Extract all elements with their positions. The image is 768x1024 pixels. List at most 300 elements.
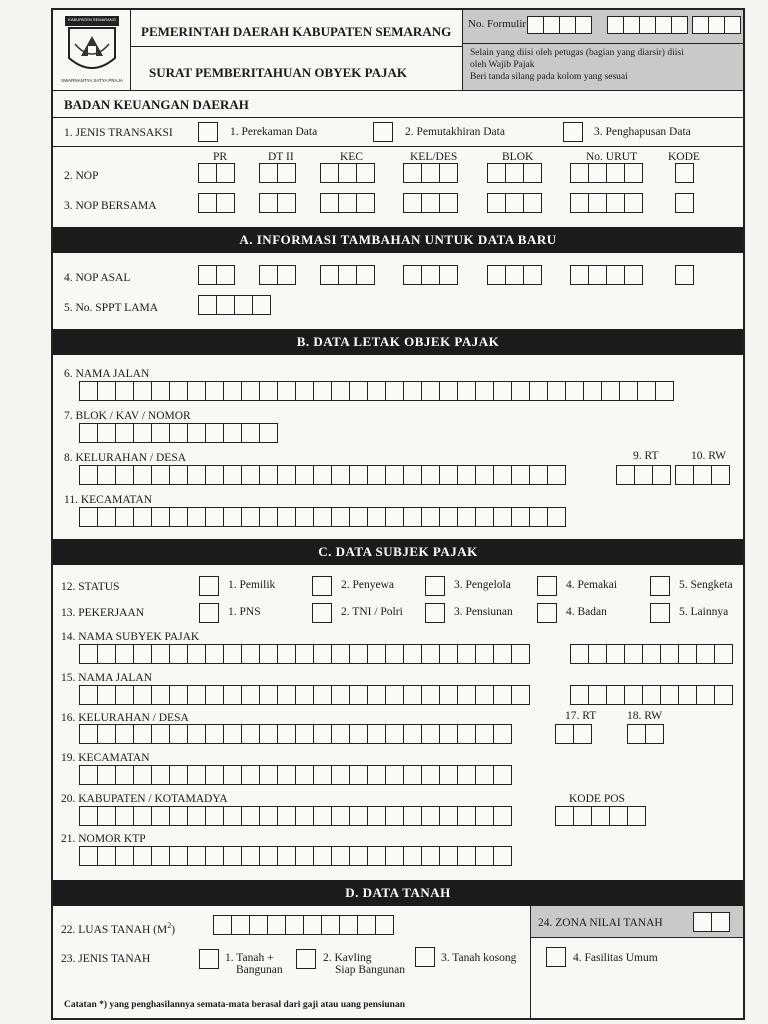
char-box[interactable] [385,846,404,866]
char-box[interactable] [565,381,584,401]
char-box[interactable] [241,381,260,401]
char-box[interactable] [313,724,332,744]
char-box[interactable] [493,644,512,664]
char-box[interactable] [313,685,332,705]
char-box[interactable] [277,685,296,705]
nop-asal-kode[interactable] [675,265,693,285]
char-box[interactable] [79,685,98,705]
char-box[interactable] [475,644,494,664]
char-box[interactable] [241,724,260,744]
no-formulir-boxes-3[interactable] [692,16,740,34]
char-box[interactable] [169,644,188,664]
char-box[interactable] [277,724,296,744]
char-box[interactable] [151,685,170,705]
b-kelurahan-boxes[interactable] [79,465,565,485]
char-box[interactable] [457,465,476,485]
char-box[interactable] [169,685,188,705]
char-box[interactable] [151,806,170,826]
char-box[interactable] [439,507,458,527]
nop-asal-urut[interactable] [570,265,642,285]
char-box[interactable] [169,381,188,401]
char-box[interactable] [133,806,152,826]
char-box[interactable] [187,423,206,443]
char-box[interactable] [570,685,589,705]
char-box[interactable] [223,465,242,485]
char-box[interactable] [205,381,224,401]
char-box[interactable] [205,724,224,744]
nopb-kode-box[interactable] [675,193,693,213]
char-box[interactable] [403,685,422,705]
char-box[interactable] [295,381,314,401]
char-box[interactable] [357,915,376,935]
char-box[interactable] [259,507,278,527]
char-box[interactable] [79,423,98,443]
nop-blok-boxes[interactable] [487,163,541,183]
char-box[interactable] [637,381,656,401]
char-box[interactable] [511,465,530,485]
pekerjaan-checkbox-2[interactable] [312,603,332,623]
char-box[interactable] [205,685,224,705]
char-box[interactable] [439,685,458,705]
luas-tanah-boxes[interactable] [213,915,393,935]
char-box[interactable] [115,507,134,527]
char-box[interactable] [529,465,548,485]
char-box[interactable] [385,507,404,527]
char-box[interactable] [151,465,170,485]
char-box[interactable] [187,685,206,705]
char-box[interactable] [259,765,278,785]
char-box[interactable] [115,685,134,705]
char-box[interactable] [493,507,512,527]
char-box[interactable] [295,644,314,664]
char-box[interactable] [493,465,512,485]
char-box[interactable] [547,465,566,485]
char-box[interactable] [313,765,332,785]
char-box[interactable] [421,806,440,826]
char-box[interactable] [133,644,152,664]
char-box[interactable] [295,846,314,866]
c-ktp-boxes[interactable] [79,846,511,866]
char-box[interactable] [295,765,314,785]
char-box[interactable] [421,724,440,744]
char-box[interactable] [349,507,368,527]
char-box[interactable] [367,465,386,485]
char-box[interactable] [115,465,134,485]
char-box[interactable] [277,644,296,664]
nop-keldes-boxes[interactable] [403,163,457,183]
char-box[interactable] [285,915,304,935]
char-box[interactable] [331,507,350,527]
char-box[interactable] [79,806,98,826]
char-box[interactable] [223,724,242,744]
char-box[interactable] [97,423,116,443]
char-box[interactable] [295,724,314,744]
transaksi-checkbox-2[interactable] [373,122,393,142]
pekerjaan-checkbox-3[interactable] [425,603,445,623]
char-box[interactable] [241,846,260,866]
char-box[interactable] [511,381,530,401]
char-box[interactable] [588,644,607,664]
char-box[interactable] [547,507,566,527]
char-box[interactable] [511,685,530,705]
c-kecamatan-boxes[interactable] [79,765,511,785]
nop-asal-blok[interactable] [487,265,541,285]
char-box[interactable] [349,644,368,664]
char-box[interactable] [259,724,278,744]
char-box[interactable] [331,644,350,664]
b-rt-boxes[interactable] [616,465,670,485]
nop-pr-boxes[interactable] [198,163,234,183]
char-box[interactable] [421,465,440,485]
char-box[interactable] [475,806,494,826]
char-box[interactable] [313,507,332,527]
char-box[interactable] [205,846,224,866]
char-box[interactable] [457,806,476,826]
char-box[interactable] [493,846,512,866]
char-box[interactable] [97,846,116,866]
char-box[interactable] [205,423,224,443]
char-box[interactable] [511,644,530,664]
char-box[interactable] [277,806,296,826]
char-box[interactable] [213,915,232,935]
c-nama-subyek-boxes-2[interactable] [570,644,732,664]
char-box[interactable] [331,465,350,485]
char-box[interactable] [331,685,350,705]
no-formulir-boxes-1[interactable] [527,16,591,34]
char-box[interactable] [79,465,98,485]
char-box[interactable] [439,765,458,785]
char-box[interactable] [223,423,242,443]
char-box[interactable] [385,685,404,705]
char-box[interactable] [187,846,206,866]
char-box[interactable] [367,685,386,705]
char-box[interactable] [331,765,350,785]
nopb-blok-boxes[interactable] [487,193,541,213]
char-box[interactable] [223,846,242,866]
char-box[interactable] [696,685,715,705]
char-box[interactable] [169,846,188,866]
char-box[interactable] [259,846,278,866]
char-box[interactable] [97,507,116,527]
char-box[interactable] [403,465,422,485]
char-box[interactable] [421,765,440,785]
char-box[interactable] [133,685,152,705]
char-box[interactable] [349,685,368,705]
char-box[interactable] [529,381,548,401]
nopb-urut-boxes[interactable] [570,193,642,213]
char-box[interactable] [385,465,404,485]
char-box[interactable] [295,465,314,485]
status-checkbox-4[interactable] [537,576,557,596]
char-box[interactable] [79,724,98,744]
c-kabupaten-boxes[interactable] [79,806,511,826]
char-box[interactable] [367,846,386,866]
char-box[interactable] [151,846,170,866]
char-box[interactable] [349,724,368,744]
char-box[interactable] [439,381,458,401]
char-box[interactable] [187,806,206,826]
nop-asal-kec[interactable] [320,265,374,285]
char-box[interactable] [349,765,368,785]
char-box[interactable] [133,765,152,785]
char-box[interactable] [115,381,134,401]
char-box[interactable] [385,381,404,401]
char-box[interactable] [231,915,250,935]
char-box[interactable] [375,915,394,935]
nopb-keldes-boxes[interactable] [403,193,457,213]
char-box[interactable] [79,846,98,866]
char-box[interactable] [241,685,260,705]
c-nama-subyek-boxes[interactable] [79,644,529,664]
char-box[interactable] [115,423,134,443]
char-box[interactable] [439,846,458,866]
char-box[interactable] [588,685,607,705]
char-box[interactable] [475,465,494,485]
char-box[interactable] [169,465,188,485]
nop-kec-boxes[interactable] [320,163,374,183]
char-box[interactable] [678,644,697,664]
char-box[interactable] [624,685,643,705]
char-box[interactable] [321,915,340,935]
c-kelurahan-boxes[interactable] [79,724,511,744]
char-box[interactable] [583,381,602,401]
char-box[interactable] [493,724,512,744]
char-box[interactable] [223,507,242,527]
char-box[interactable] [295,685,314,705]
nopb-pr-boxes[interactable] [198,193,234,213]
char-box[interactable] [241,765,260,785]
jenis-checkbox-4[interactable] [546,947,566,967]
char-box[interactable] [133,507,152,527]
char-box[interactable] [457,724,476,744]
char-box[interactable] [277,381,296,401]
char-box[interactable] [339,915,358,935]
nop-urut-boxes[interactable] [570,163,642,183]
char-box[interactable] [367,806,386,826]
sppt-lama-boxes[interactable] [198,295,270,315]
nop-kode-box[interactable] [675,163,693,183]
c-kode-pos-boxes[interactable] [555,806,645,826]
pekerjaan-checkbox-5[interactable] [650,603,670,623]
char-box[interactable] [349,381,368,401]
char-box[interactable] [331,806,350,826]
char-box[interactable] [493,765,512,785]
char-box[interactable] [259,806,278,826]
char-box[interactable] [385,724,404,744]
jenis-checkbox-1[interactable] [199,949,219,969]
char-box[interactable] [295,507,314,527]
char-box[interactable] [277,765,296,785]
char-box[interactable] [97,381,116,401]
char-box[interactable] [655,381,674,401]
char-box[interactable] [385,765,404,785]
char-box[interactable] [475,381,494,401]
nop-asal-keldes[interactable] [403,265,457,285]
char-box[interactable] [529,507,548,527]
char-box[interactable] [295,806,314,826]
nopb-dt-boxes[interactable] [259,193,295,213]
char-box[interactable] [457,765,476,785]
char-box[interactable] [267,915,286,935]
char-box[interactable] [97,685,116,705]
char-box[interactable] [187,644,206,664]
char-box[interactable] [151,381,170,401]
char-box[interactable] [205,465,224,485]
char-box[interactable] [606,685,625,705]
char-box[interactable] [457,381,476,401]
char-box[interactable] [403,644,422,664]
char-box[interactable] [493,806,512,826]
char-box[interactable] [403,806,422,826]
char-box[interactable] [660,685,679,705]
char-box[interactable] [259,381,278,401]
char-box[interactable] [624,644,643,664]
char-box[interactable] [205,806,224,826]
c-nama-jalan-boxes-2[interactable] [570,685,732,705]
c-rw-boxes[interactable] [627,724,663,744]
char-box[interactable] [169,806,188,826]
char-box[interactable] [133,846,152,866]
char-box[interactable] [421,507,440,527]
char-box[interactable] [97,724,116,744]
char-box[interactable] [349,806,368,826]
char-box[interactable] [223,806,242,826]
char-box[interactable] [133,423,152,443]
char-box[interactable] [421,685,440,705]
char-box[interactable] [259,423,278,443]
nop-asal-dt[interactable] [259,265,295,285]
char-box[interactable] [642,685,661,705]
char-box[interactable] [313,846,332,866]
char-box[interactable] [660,644,679,664]
jenis-checkbox-3[interactable] [415,947,435,967]
status-checkbox-1[interactable] [199,576,219,596]
char-box[interactable] [223,685,242,705]
char-box[interactable] [367,644,386,664]
char-box[interactable] [223,381,242,401]
char-box[interactable] [187,507,206,527]
char-box[interactable] [277,465,296,485]
char-box[interactable] [349,465,368,485]
char-box[interactable] [403,846,422,866]
status-checkbox-2[interactable] [312,576,332,596]
char-box[interactable] [439,724,458,744]
char-box[interactable] [457,846,476,866]
c-rt-boxes[interactable] [555,724,591,744]
char-box[interactable] [403,381,422,401]
char-box[interactable] [385,644,404,664]
char-box[interactable] [115,724,134,744]
char-box[interactable] [714,685,733,705]
char-box[interactable] [511,507,530,527]
char-box[interactable] [79,381,98,401]
char-box[interactable] [259,465,278,485]
b-rw-boxes[interactable] [675,465,729,485]
char-box[interactable] [313,465,332,485]
char-box[interactable] [475,846,494,866]
nopb-kec-boxes[interactable] [320,193,374,213]
char-box[interactable] [570,644,589,664]
char-box[interactable] [421,644,440,664]
b-blok-boxes[interactable] [79,423,277,443]
char-box[interactable] [421,846,440,866]
char-box[interactable] [678,685,697,705]
nop-dt-boxes[interactable] [259,163,295,183]
char-box[interactable] [696,644,715,664]
char-box[interactable] [133,381,152,401]
char-box[interactable] [475,724,494,744]
char-box[interactable] [115,846,134,866]
char-box[interactable] [115,644,134,664]
char-box[interactable] [187,724,206,744]
char-box[interactable] [403,724,422,744]
char-box[interactable] [115,765,134,785]
char-box[interactable] [133,465,152,485]
char-box[interactable] [205,644,224,664]
char-box[interactable] [115,806,134,826]
char-box[interactable] [151,765,170,785]
char-box[interactable] [241,644,260,664]
char-box[interactable] [457,507,476,527]
char-box[interactable] [187,465,206,485]
char-box[interactable] [619,381,638,401]
b-nama-jalan-boxes[interactable] [79,381,673,401]
char-box[interactable] [475,685,494,705]
char-box[interactable] [367,724,386,744]
nop-asal-pr[interactable] [198,265,234,285]
char-box[interactable] [493,685,512,705]
char-box[interactable] [313,806,332,826]
char-box[interactable] [169,724,188,744]
char-box[interactable] [601,381,620,401]
char-box[interactable] [205,765,224,785]
char-box[interactable] [151,507,170,527]
char-box[interactable] [331,381,350,401]
status-checkbox-5[interactable] [650,576,670,596]
char-box[interactable] [151,724,170,744]
no-formulir-boxes-2[interactable] [607,16,687,34]
char-box[interactable] [241,423,260,443]
char-box[interactable] [313,381,332,401]
char-box[interactable] [475,765,494,785]
char-box[interactable] [223,765,242,785]
char-box[interactable] [475,507,494,527]
pekerjaan-checkbox-1[interactable] [199,603,219,623]
char-box[interactable] [205,507,224,527]
char-box[interactable] [97,765,116,785]
char-box[interactable] [277,507,296,527]
char-box[interactable] [493,381,512,401]
char-box[interactable] [79,644,98,664]
char-box[interactable] [97,465,116,485]
pekerjaan-checkbox-4[interactable] [537,603,557,623]
char-box[interactable] [439,465,458,485]
char-box[interactable] [606,644,625,664]
char-box[interactable] [79,507,98,527]
char-box[interactable] [303,915,322,935]
char-box[interactable] [259,685,278,705]
char-box[interactable] [714,644,733,664]
char-box[interactable] [385,806,404,826]
char-box[interactable] [439,644,458,664]
char-box[interactable] [151,644,170,664]
char-box[interactable] [79,765,98,785]
char-box[interactable] [151,423,170,443]
char-box[interactable] [457,685,476,705]
transaksi-checkbox-3[interactable] [563,122,583,142]
char-box[interactable] [367,381,386,401]
char-box[interactable] [439,806,458,826]
